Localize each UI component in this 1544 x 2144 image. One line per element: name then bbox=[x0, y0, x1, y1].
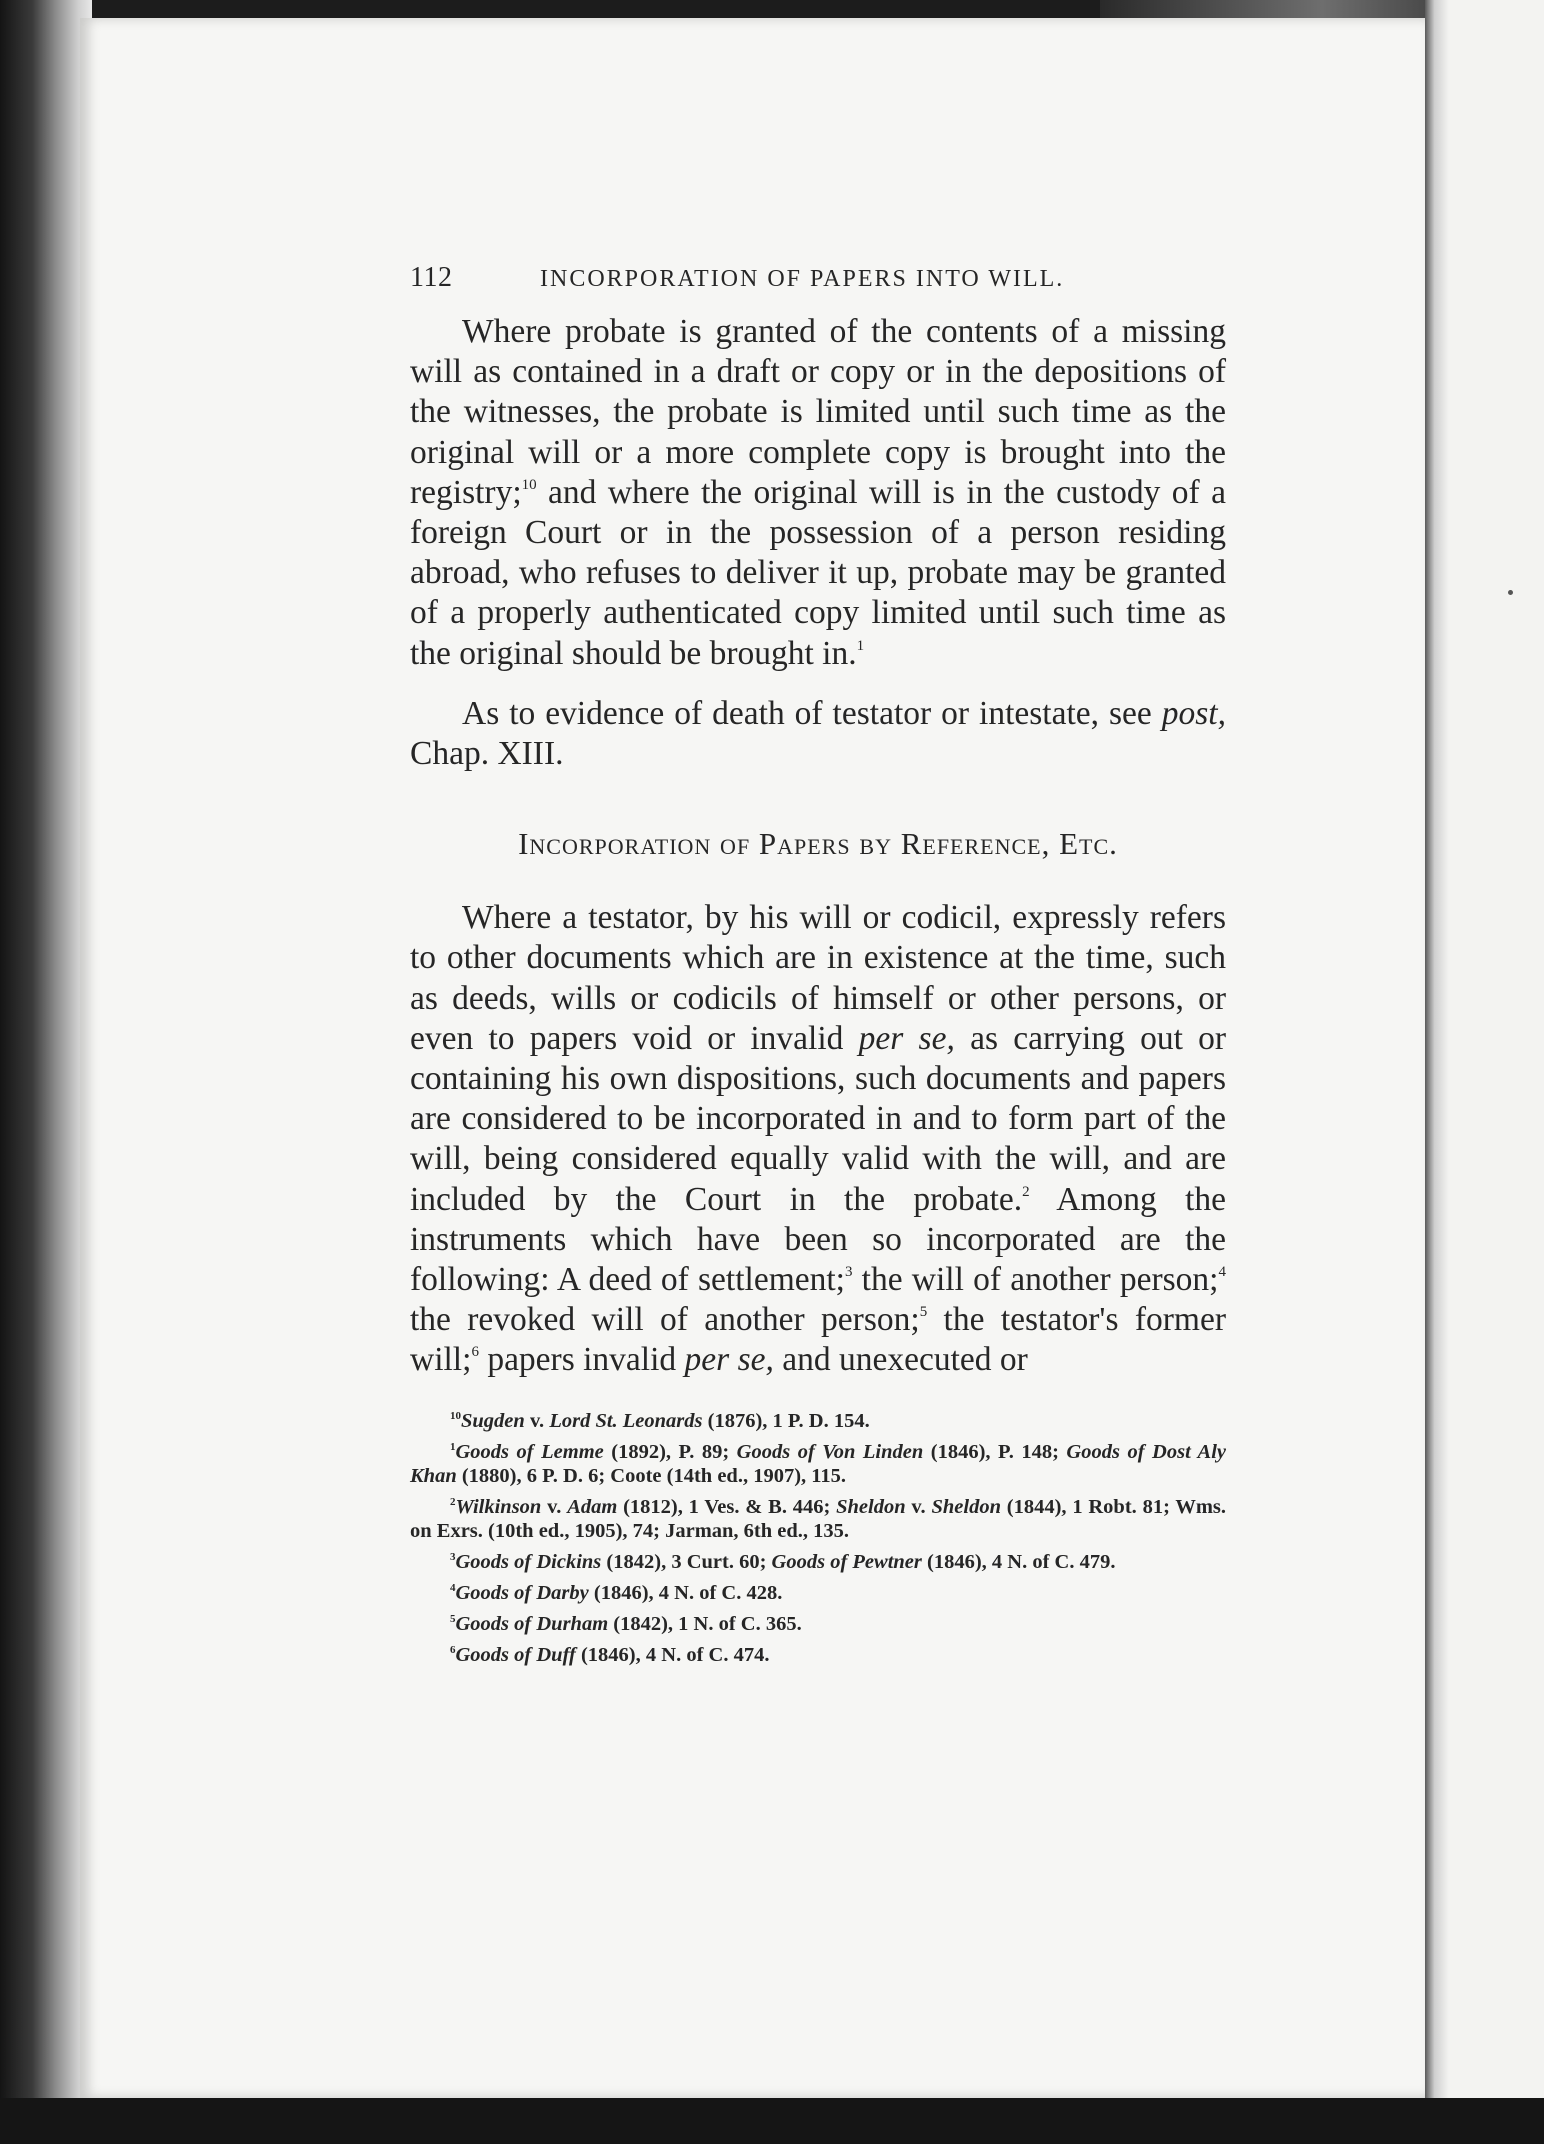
footnote-citation: v. bbox=[524, 1409, 550, 1432]
footnote-4 bbox=[410, 1581, 1226, 1605]
para3-per-se-2: per se, bbox=[684, 1341, 774, 1379]
footnote-case-name: Goods of Darby bbox=[455, 1581, 589, 1604]
paragraph-incorporation bbox=[410, 898, 1226, 1380]
para1-text-b: and where the original will is in the custody of a foreign Court or in the possession of a person residing abroad, who refuses to deliver it up, probate may be granted of a properly authenticated copy limited until such time as the original should be brought in. bbox=[410, 473, 1226, 672]
footnote-case-name: Goods of Dickins bbox=[455, 1550, 602, 1573]
footnote-case-name: Wilkinson bbox=[455, 1495, 542, 1518]
para3-text-b: as carrying out or containing his own dispositions, such documents and papers are considered to be incorporated in and to form part of the will, being considered equally valid with the will, and are included by the Court in the probate. bbox=[410, 1019, 1227, 1218]
footnote-case-name: Goods of Duff bbox=[455, 1643, 576, 1666]
footnote-case-name: Sheldon bbox=[931, 1495, 1001, 1518]
footnote-marker: 6 bbox=[450, 1643, 456, 1656]
footnote-citation: (1892), P. 89; bbox=[603, 1440, 737, 1463]
footnote-citation: (1846), 4 N. of C. 479. bbox=[921, 1550, 1116, 1573]
para3-text-a: Where a testator, by his will or codicil, expressly refers to other documents which are in existence at the time, such as deeds, wills or codicils of himself or other persons, or even to papers void or invalid bbox=[410, 899, 1226, 1057]
para3-text-e: the revoked will of another person; bbox=[410, 1301, 920, 1339]
scan-bottom-band bbox=[0, 2098, 1544, 2144]
paragraph-evidence-of-death bbox=[410, 694, 1226, 774]
footnote-citation: (1846), P. 148; bbox=[923, 1440, 1067, 1463]
footnote-citation: (1876), 1 P. D. 154. bbox=[702, 1409, 870, 1432]
footnote-citation: (1880), 6 P. D. 6; Coote (14th ed., 1907), 115. bbox=[456, 1464, 847, 1487]
facing-page-edge bbox=[1425, 0, 1544, 2144]
footnote-ref-10[interactable]: 10 bbox=[521, 476, 537, 493]
para2-post: post, bbox=[1161, 694, 1226, 732]
running-head-title: INCORPORATION OF PAPERS INTO WILL. bbox=[540, 266, 1065, 292]
footnote-case-name: Sugden bbox=[461, 1409, 525, 1432]
footnote-citation: (1842), 1 N. of C. 365. bbox=[608, 1612, 802, 1635]
footnote-citation: (1846), 4 N. of C. 428. bbox=[588, 1581, 783, 1604]
para3-text-g: papers invalid bbox=[478, 1341, 685, 1379]
footnote-ref-2[interactable]: 2 bbox=[1022, 1183, 1030, 1200]
footnote-citation: (1846), 4 N. of C. 474. bbox=[575, 1643, 770, 1666]
footnote-case-name: Goods of Dost Aly Khan bbox=[410, 1440, 1227, 1487]
footnote-case-name: Sheldon bbox=[836, 1495, 906, 1518]
footnote-case-name: Goods of Lemme bbox=[455, 1440, 604, 1463]
section-heading: Incorporation of Papers by Reference, Etc. bbox=[518, 826, 1118, 862]
para2-text-b: Chap. XIII. bbox=[410, 735, 564, 773]
footnote-citation: (1842), 3 Curt. 60; bbox=[601, 1550, 772, 1573]
footnote-citation: v. bbox=[541, 1495, 568, 1518]
para3-text-h: and unexecuted or bbox=[773, 1341, 1028, 1379]
footnote-case-name: Goods of Von Linden bbox=[736, 1440, 924, 1463]
footnote-2 bbox=[410, 1495, 1226, 1543]
footnote-ref-4[interactable]: 4 bbox=[1218, 1264, 1226, 1281]
footnote-6 bbox=[410, 1643, 1226, 1667]
paragraph-missing-will bbox=[410, 312, 1226, 674]
footnote-marker: 1 bbox=[450, 1440, 456, 1453]
footnote-citation: (1812), 1 Ves. & B. 446; bbox=[617, 1495, 837, 1518]
para3-text-c: Among the instruments which have been so incorporated are the following: A deed of settlement; bbox=[410, 1180, 1227, 1299]
footnote-case-name: Adam bbox=[567, 1495, 618, 1518]
footnote-marker: 2 bbox=[450, 1495, 456, 1508]
footnote-case-name: Goods of Pewtner bbox=[771, 1550, 922, 1573]
footnote-marker: 5 bbox=[450, 1612, 456, 1625]
para2-text-a: As to evidence of death of testator or intestate, see bbox=[462, 694, 1162, 732]
footnote-citation: v. bbox=[905, 1495, 932, 1518]
footnote-marker: 10 bbox=[450, 1409, 461, 1422]
page-speck bbox=[1508, 590, 1513, 595]
footnotes bbox=[410, 1409, 1226, 1667]
para3-text-d: the will of another person; bbox=[852, 1261, 1219, 1299]
footnote-marker: 3 bbox=[450, 1550, 456, 1563]
book-spine-edge bbox=[0, 0, 92, 2144]
footnote-5 bbox=[410, 1612, 1226, 1636]
page-content bbox=[410, 262, 1226, 1674]
footnote-1 bbox=[410, 1440, 1226, 1488]
footnote-ref-5[interactable]: 5 bbox=[919, 1304, 928, 1321]
running-head bbox=[410, 262, 1226, 312]
footnote-case-name: Lord St. Leonards bbox=[549, 1409, 703, 1432]
footnote-citation: (1844), 1 Robt. 81; Wms. on Exrs. (10th ed., 1905), 74; Jarman, 6th ed., 135. bbox=[410, 1495, 1227, 1542]
para3-text-f: the testator's former will; bbox=[410, 1301, 1226, 1379]
footnote-ref-3[interactable]: 3 bbox=[844, 1264, 853, 1281]
footnote-ref-1[interactable]: 1 bbox=[856, 637, 865, 654]
para1-text-a: Where probate is granted of the contents of a missing will as contained in a draft or copy or in the depositions of the witnesses, the probate is limited until such time as the original will or a more complete copy is brought into the registry; bbox=[410, 313, 1226, 511]
footnote-3 bbox=[410, 1550, 1226, 1574]
footnote-marker: 4 bbox=[450, 1581, 456, 1594]
footnote-10 bbox=[410, 1409, 1226, 1433]
footnote-ref-6[interactable]: 6 bbox=[471, 1344, 479, 1361]
page-number: 112 bbox=[410, 262, 453, 293]
footnote-case-name: Goods of Durham bbox=[455, 1612, 609, 1635]
para3-per-se-1: per se, bbox=[858, 1019, 955, 1057]
